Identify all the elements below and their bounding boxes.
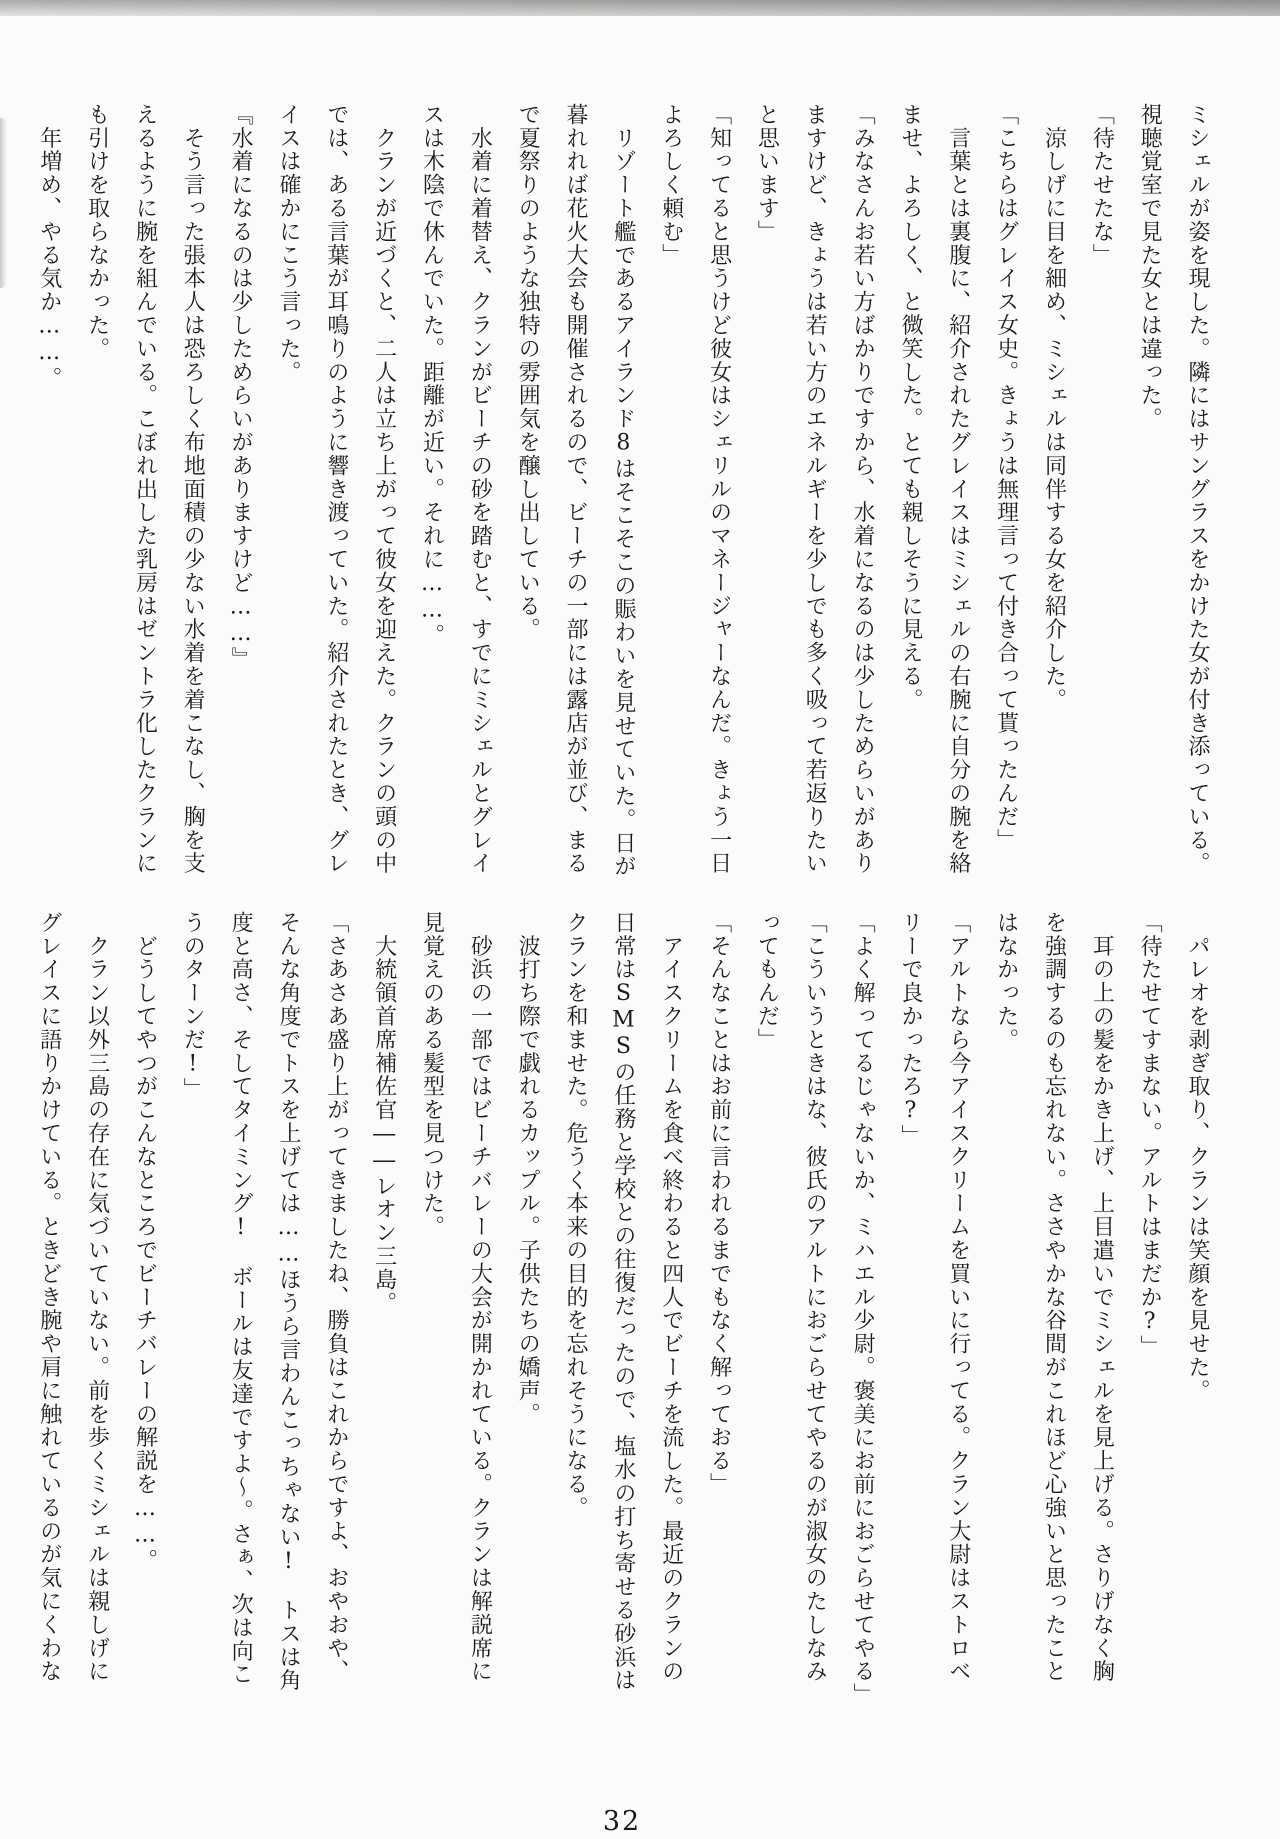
text-line: 視聴覚室で見た女とは違った。 (1137, 103, 1163, 431)
text-line: 「そんなことはお前に言われるまでもなく解っておる」 (706, 911, 732, 1496)
text-line: よろしく頼む」 (658, 103, 684, 267)
page-number: 32 (602, 1806, 642, 1837)
scan-edge-artifact (0, 0, 1280, 16)
text-line: 耳の上の髪をかき上げ、上目遣いでミシェルを見上げる。さりげなく胸 (1089, 911, 1115, 1684)
text-line: そんな角度でトスを上げては……ほうら言わんこっちゃない! トスは角 (275, 911, 301, 1693)
text-line: 「待たせたな」 (1089, 103, 1115, 267)
text-line: 日常はSMSの任務と学校との往復だったので、塩水の打ち寄せる砂浜は (610, 911, 636, 1693)
text-line: 波打ち際で戯れるカップル。子供たちの嬌声。 (515, 911, 541, 1426)
text-line: 「アルトなら今アイスクリームを買いに行ってる。クラン大尉はストロベ (945, 911, 971, 1684)
text-line: クランを和ませた。危うく本来の目的を忘れそうになる。 (563, 911, 589, 1520)
text-line: と思います」 (754, 103, 780, 244)
text-line: イスは確かにこう言った。 (275, 103, 301, 384)
text-line: ミシェルが姿を現した。隣にはサングラスをかけた女が付き添っている。 (1185, 103, 1210, 876)
text-line: で夏祭りのような独特の雰囲気を醸し出している。 (515, 103, 541, 642)
text-line: 「みなさんお若い方ばかりですから、水着になるのは少しためらいがあり (850, 103, 876, 876)
text-line: ますけど、きょうは若い方のエネルギーを少しでも多く吸って若返りたい (802, 103, 828, 876)
text-line: はなかった。 (993, 911, 1019, 1052)
text-line: 暮れれば花火大会も開催されるので、ビーチの一部には露店が並び、まる (563, 103, 589, 876)
text-line: 涼しげに目を細め、ミシェルは同伴する女を紹介した。 (1041, 103, 1067, 712)
text-line: ってもんだ」 (754, 911, 780, 1052)
text-line: 水着に着替え、クランがビーチの砂を踏むと、すでにミシェルとグレイ (467, 103, 493, 876)
text-line: ませ、よろしく、と微笑した。とても親しそうに見える。 (897, 103, 923, 712)
text-line: 「こちらはグレイス女史。きょうは無理言って付き合って貰ったんだ」 (993, 103, 1019, 852)
text-line: 「さあさあ盛り上がってきましたね、勝負はこれからですよ、おやおや、 (323, 911, 349, 1684)
text-line: アイスクリームを食べ終わると四人でビーチを流した。最近のクランの (658, 911, 684, 1684)
text-line: うのターンだ!」 (180, 911, 206, 1102)
text-line: 『水着になるのは少しためらいがありますけど……』 (228, 103, 254, 671)
text-line: を強調するのも忘れない。ささやかな谷間がこれほど心強いと思ったこと (1041, 911, 1067, 1684)
scan-smudge (0, 118, 7, 288)
text-line: では、ある言葉が耳鳴りのように響き渡っていた。紹介されたとき、グレ (323, 103, 349, 876)
text-line: 見覚えのある髪型を見つけた。 (419, 911, 445, 1239)
text-line: クランが近づくと、二人は立ち上がって彼女を迎えた。クランの頭の中 (371, 103, 397, 876)
text-line: リゾート艦であるアイランド8はそこそこの賑わいを見せていた。日が (610, 103, 636, 879)
text-line: 言葉とは裏腹に、紹介されたグレイスはミシェルの右腕に自分の腕を絡 (945, 103, 971, 876)
text-line: も引けを取らなかった。 (84, 103, 110, 361)
text-line: スは木陰で休んでいた。距離が近い。それに……。 (419, 103, 445, 648)
bottom-text-block (25, 911, 1221, 1753)
top-text-block (25, 103, 1221, 909)
text-line: クラン以外三島の存在に気づいていない。前を歩くミシェルは親しげに (84, 911, 110, 1684)
text-line: そう言った張本人は恐ろしく布地面積の少ない水着を着こなし、胸を支 (180, 103, 206, 876)
text-line: どうしてやつがこんなところでビーチバレーの解説を……。 (132, 911, 158, 1573)
text-line: 砂浜の一部ではビーチバレーの大会が開かれている。クランは解説席に (467, 911, 493, 1684)
text-line: 年増め、やる気か……。 (36, 103, 62, 390)
text-line: パレオを剥ぎ取り、クランは笑顔を見せた。 (1185, 911, 1210, 1403)
text-line: リーで良かったろ?」 (897, 911, 923, 1148)
text-line: 「よく解ってるじゃないか、ミハエル少尉。褒美にお前におごらせてやる」 (850, 911, 876, 1707)
text-line: グレイスに語りかけている。ときどき腕や肩に触れているのが気にくわな (36, 911, 62, 1684)
text-line: えるように腕を組んでいる。こぼれ出した乳房はゼントラ化したクランに (132, 103, 158, 876)
text-line: 大統領首席補佐官――レオン三島。 (371, 911, 397, 1315)
text-line: 「待たせてすまない。アルトはまだか?」 (1137, 911, 1163, 1359)
text-line: 「こういうときはな、彼氏のアルトにおごらせてやるのが淑女のたしなみ (802, 911, 828, 1684)
text-line: 度と高さ、そしてタイミング! ボールは友達ですよ〜。さぁ、次は向こ (228, 911, 254, 1687)
text-line: 「知ってると思うけど彼女はシェリルのマネージャーなんだ。きょう一日 (706, 103, 732, 876)
